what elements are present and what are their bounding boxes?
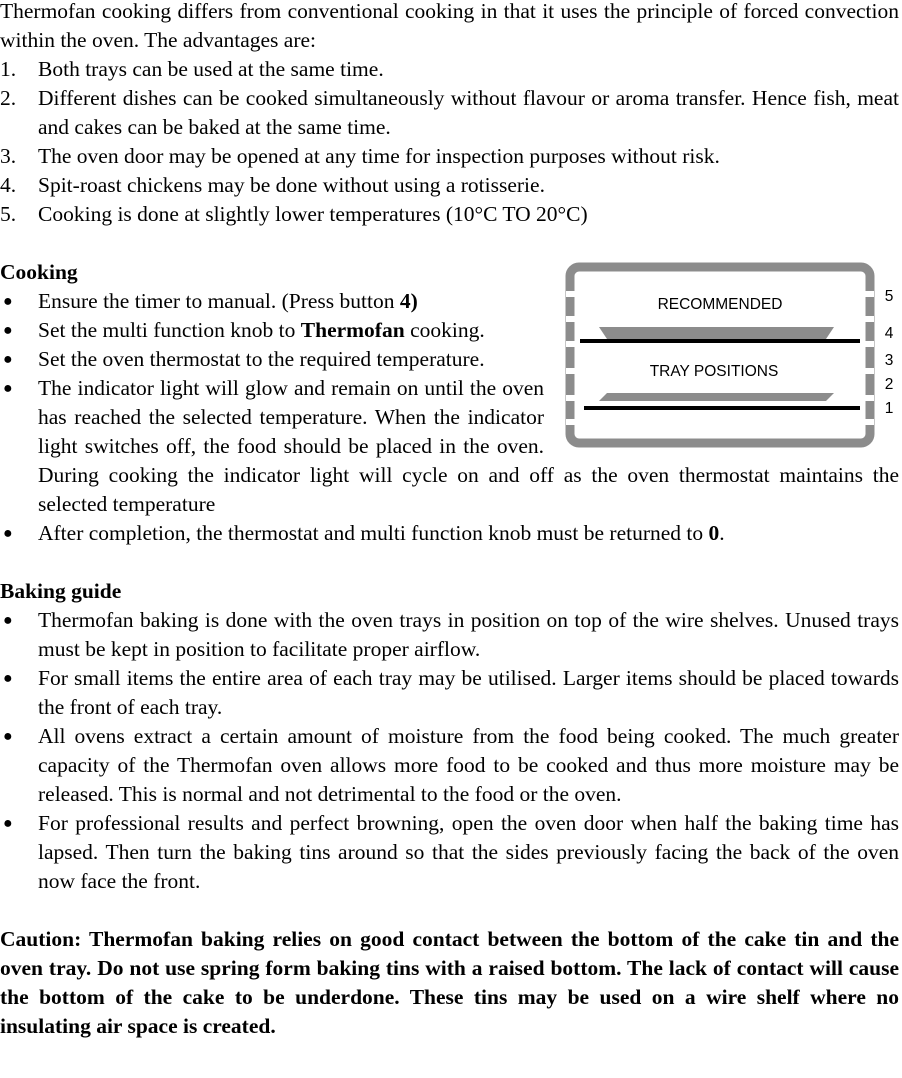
cooking-item	[0, 374, 899, 519]
cooking-item	[0, 316, 899, 345]
advantage-number: 4.	[0, 173, 17, 197]
advantage-item	[0, 55, 899, 84]
figure-label-bottom: TRAY POSITIONS	[649, 363, 779, 380]
bullet-icon: ●	[3, 815, 13, 832]
advantages-list	[0, 55, 899, 229]
baking-text: For small items the entire area of each tray may be utilised. Larger items should be placed towards the front of each tray.	[38, 666, 899, 719]
advantage-item	[0, 171, 899, 200]
bullet-icon: ●	[3, 525, 13, 542]
cooking-text: cooking.	[404, 318, 485, 342]
advantage-text: Different dishes can be cooked simultaneously without flavour or aroma transfer. Hence fish, meat and cakes can be baked at the same time.	[38, 86, 899, 139]
advantage-number: 3.	[0, 144, 17, 168]
cooking-text: Set the oven thermostat to the required temperature.	[38, 347, 485, 371]
cooking-heading: Cooking	[0, 260, 78, 284]
bullet-icon: ●	[3, 293, 13, 310]
cooking-text: Ensure the timer to manual. (Press button	[38, 289, 400, 313]
advantage-item	[0, 84, 899, 142]
baking-list	[0, 606, 899, 896]
figure-label-top: RECOMMENDED	[657, 296, 783, 313]
advantage-item	[0, 200, 899, 229]
cooking-item	[0, 345, 899, 374]
baking-item	[0, 664, 899, 722]
cooking-text: .	[719, 521, 725, 545]
advantage-item	[0, 142, 899, 171]
position-label: 1	[884, 400, 894, 417]
bullet-icon: ●	[3, 351, 13, 368]
cooking-list	[0, 287, 899, 548]
cooking-item	[0, 287, 899, 316]
cooking-item	[0, 519, 899, 548]
advantage-text: Both trays can be used at the same time.	[38, 57, 384, 81]
baking-text: All ovens extract a certain amount of moisture from the food being cooked. The much greater capacity of the Thermofan oven allows more food to be cooked and thus more moisture may be released. This is normal and not detrimental to the food or the oven.	[38, 724, 899, 806]
button-number: 4)	[399, 289, 418, 313]
intro-paragraph: Thermofan cooking differs from conventional cooking in that it uses the principle of forced convection within the oven. The advantages are:	[0, 0, 899, 52]
bullet-icon: ●	[3, 612, 13, 629]
bullet-icon: ●	[3, 670, 13, 687]
baking-item	[0, 809, 899, 896]
advantage-number: 1.	[0, 57, 17, 81]
position-label: 2	[884, 376, 894, 393]
bullet-icon: ●	[3, 322, 13, 339]
advantage-text: Spit-roast chickens may be done without using a rotisserie.	[38, 173, 545, 197]
bullet-icon: ●	[3, 380, 13, 397]
position-label: 3	[884, 352, 894, 369]
baking-text: For professional results and perfect browning, open the oven door when half the baking time has lapsed. Then turn the baking tins around so that the sides previously facing the back of the oven now face the front.	[38, 811, 899, 893]
advantage-number: 5.	[0, 202, 17, 226]
knob-zero: 0	[708, 521, 720, 545]
advantage-text: The oven door may be opened at any time for inspection purposes without risk.	[38, 144, 720, 168]
caution-paragraph: Caution: Thermofan baking relies on good contact between the bottom of the cake tin and the oven tray. Do not use spring form baking tins with a raised bottom. The lack of contact will cause the bottom of the cake to be underdone. These tins may be used on a wire shelf where no insulating air space is created.	[0, 927, 899, 1038]
baking-heading: Baking guide	[0, 579, 122, 603]
advantage-number: 2.	[0, 86, 17, 110]
cooking-text: The indicator light will glow and remain on until the oven has reached the selected temperature. When the indicator light switches off, the food should be placed in the oven. During cooking the indicator light will cycle on and off as the oven thermostat maintains the selected temperature	[38, 376, 899, 516]
position-label: 5	[884, 288, 894, 305]
baking-item	[0, 722, 899, 809]
baking-item	[0, 606, 899, 664]
cooking-text: After completion, the thermostat and multi function knob must be returned to	[38, 521, 709, 545]
baking-text: Thermofan baking is done with the oven trays in position on top of the wire shelves. Unused trays must be kept in position to facilitate proper airflow.	[38, 608, 899, 661]
position-label: 4	[884, 325, 894, 342]
advantage-text: Cooking is done at slightly lower temperatures (10°C TO 20°C)	[38, 202, 588, 226]
mode-name: Thermofan	[300, 318, 405, 342]
bullet-icon: ●	[3, 728, 13, 745]
cooking-text: Set the multi function knob to	[38, 318, 301, 342]
